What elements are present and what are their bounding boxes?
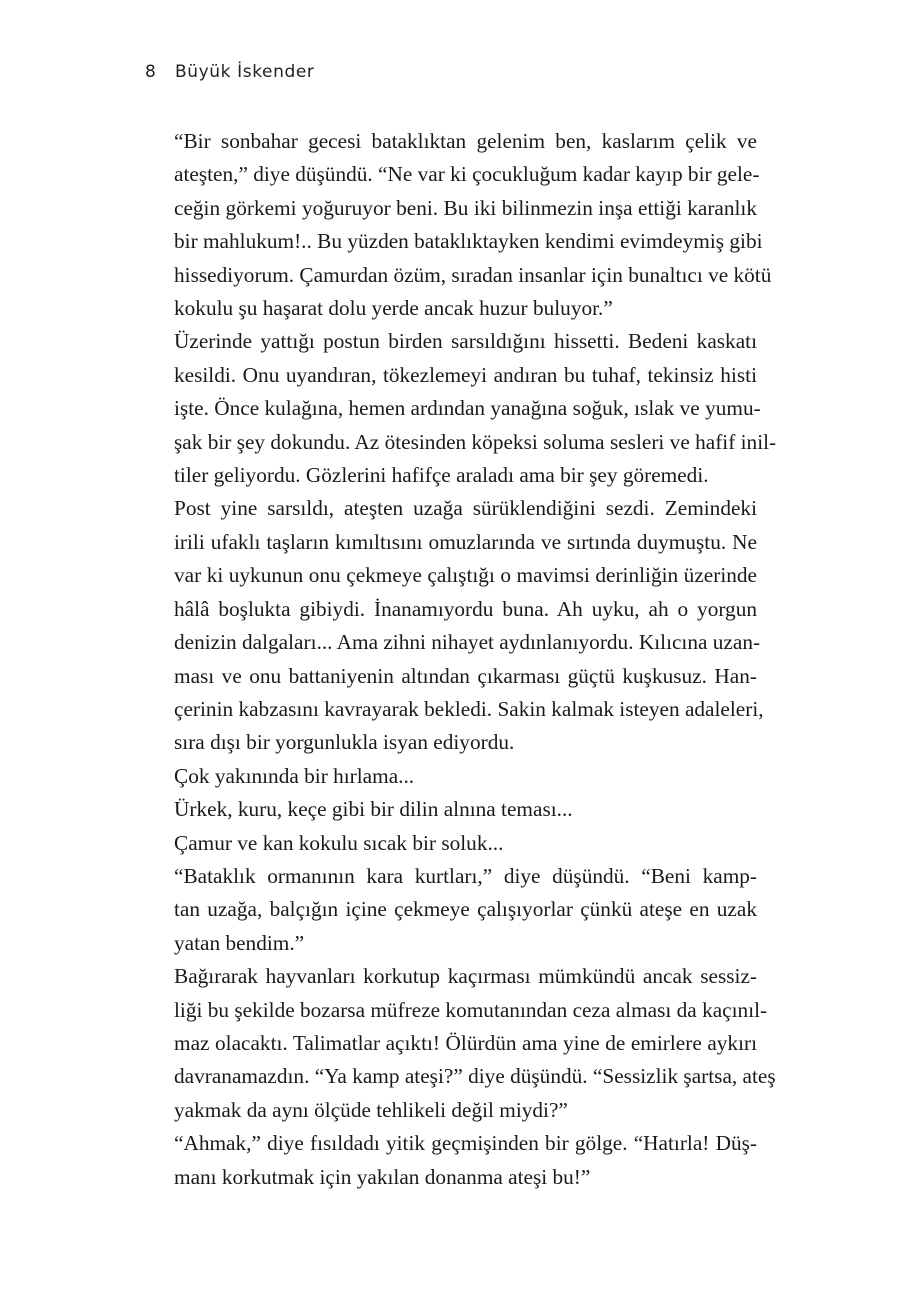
- text-line: Çamur ve kan kokulu sıcak bir soluk...: [174, 830, 504, 855]
- text-line: yakmak da aynı ölçüde tehlikeli değil miydi?”: [174, 1097, 568, 1122]
- text-line: tan uzağa, balçığın içine çekmeye çalışıyorlar çünkü ateşe en uzak: [174, 897, 757, 922]
- text-line: çerinin kabzasını kavrayarak bekledi. Sakin kalmak isteyen adaleleri,: [174, 696, 764, 721]
- book-title: Büyük İskender: [175, 62, 315, 82]
- paragraph: [145, 492, 764, 759]
- text-line: ateşten,” diye düşündü. “Ne var ki çocukluğum kadar kayıp bir gele-: [174, 162, 760, 187]
- text-line: Bağırarak hayvanları korkutup kaçırması mümkündü ancak sessiz-: [174, 964, 757, 989]
- text-line: ması ve onu battaniyenin altından çıkarması güçtü kuşkusuz. Han-: [174, 663, 757, 688]
- text-line: davranamazdın. “Ya kamp ateşi?” diye düşündü. “Sessizlik şartsa, ateş: [174, 1064, 776, 1089]
- paragraph: [145, 125, 772, 325]
- text-line: Çok yakınında bir hırlama...: [174, 763, 415, 788]
- text-line: liği bu şekilde bozarsa müfreze komutanından ceza alması da kaçınıl-: [174, 997, 768, 1022]
- text-line: sıra dışı bir yorgunlukla isyan ediyordu.: [174, 730, 515, 755]
- text-line: Üzerinde yattığı postun birden sarsıldığını hissetti. Bedeni kaskatı: [174, 329, 757, 354]
- body-text: [145, 125, 777, 1194]
- running-head: [145, 62, 315, 82]
- text-line: hissediyorum. Çamurdan özüm, sıradan insanlar için bunaltıcı ve kötü: [174, 262, 772, 287]
- text-line: hâlâ boşlukta gibiydi. İnanamıyordu buna. Ah uyku, ah o yorgun: [174, 596, 757, 621]
- paragraph: [145, 960, 776, 1127]
- text-line: şak bir şey dokundu. Az ötesinden köpeksi soluma sesleri ve hafif inil-: [174, 429, 777, 454]
- text-line: manı korkutmak için yakılan donanma ateşi bu!”: [174, 1164, 591, 1189]
- text-line: “Bir sonbahar gecesi bataklıktan gelenim ben, kaslarım çelik ve: [174, 129, 757, 153]
- text-line: irili ufaklı taşların kımıltısını omuzlarında ve sırtında duymuştu. Ne: [174, 529, 757, 554]
- paragraph: [145, 325, 777, 492]
- text-line: tiler geliyordu. Gözlerini hafifçe araladı ama bir şey göremedi.: [174, 463, 709, 488]
- text-line: kokulu şu haşarat dolu yerde ancak huzur buluyor.”: [174, 296, 613, 321]
- text-line: var ki uykunun onu çekmeye çalıştığı o mavimsi derinliğin üzerinde: [174, 563, 757, 588]
- text-line: denizin dalgaları... Ama zihni nihayet aydınlanıyordu. Kılıcına uzan-: [174, 630, 761, 655]
- paragraph: [145, 793, 757, 826]
- paragraph: [145, 1127, 757, 1194]
- text-line: bir mahlukum!.. Bu yüzden bataklıktayken kendimi evimdeymiş gibi: [174, 229, 763, 254]
- text-line: maz olacaktı. Talimatlar açıktı! Ölürdün ama yine de emirlere aykırı: [174, 1030, 757, 1055]
- text-line: Ürkek, kuru, keçe gibi bir dilin alnına teması...: [174, 797, 573, 822]
- paragraph: [145, 860, 757, 960]
- text-line: Post yine sarsıldı, ateşten uzağa sürüklendiğini sezdi. Zemindeki: [174, 496, 757, 521]
- text-line: “Ahmak,” diye fısıldadı yitik geçmişinden bir gölge. “Hatırla! Düş-: [174, 1131, 757, 1156]
- text-line: ceğin görkemi yoğuruyor beni. Bu iki bilinmezin inşa ettiği karanlık: [174, 195, 757, 220]
- text-line: işte. Önce kulağına, hemen ardından yanağına soğuk, ıslak ve yumu-: [174, 396, 761, 421]
- page-number: 8: [145, 62, 157, 82]
- text-line: “Bataklık ormanının kara kurtları,” diye düşündü. “Beni kamp-: [174, 863, 757, 888]
- paragraph: [145, 760, 757, 793]
- text-line: yatan bendim.”: [174, 930, 305, 955]
- text-line: kesildi. Onu uyandıran, tökezlemeyi andıran bu tuhaf, tekinsiz histi: [174, 362, 757, 387]
- paragraph: [145, 827, 757, 860]
